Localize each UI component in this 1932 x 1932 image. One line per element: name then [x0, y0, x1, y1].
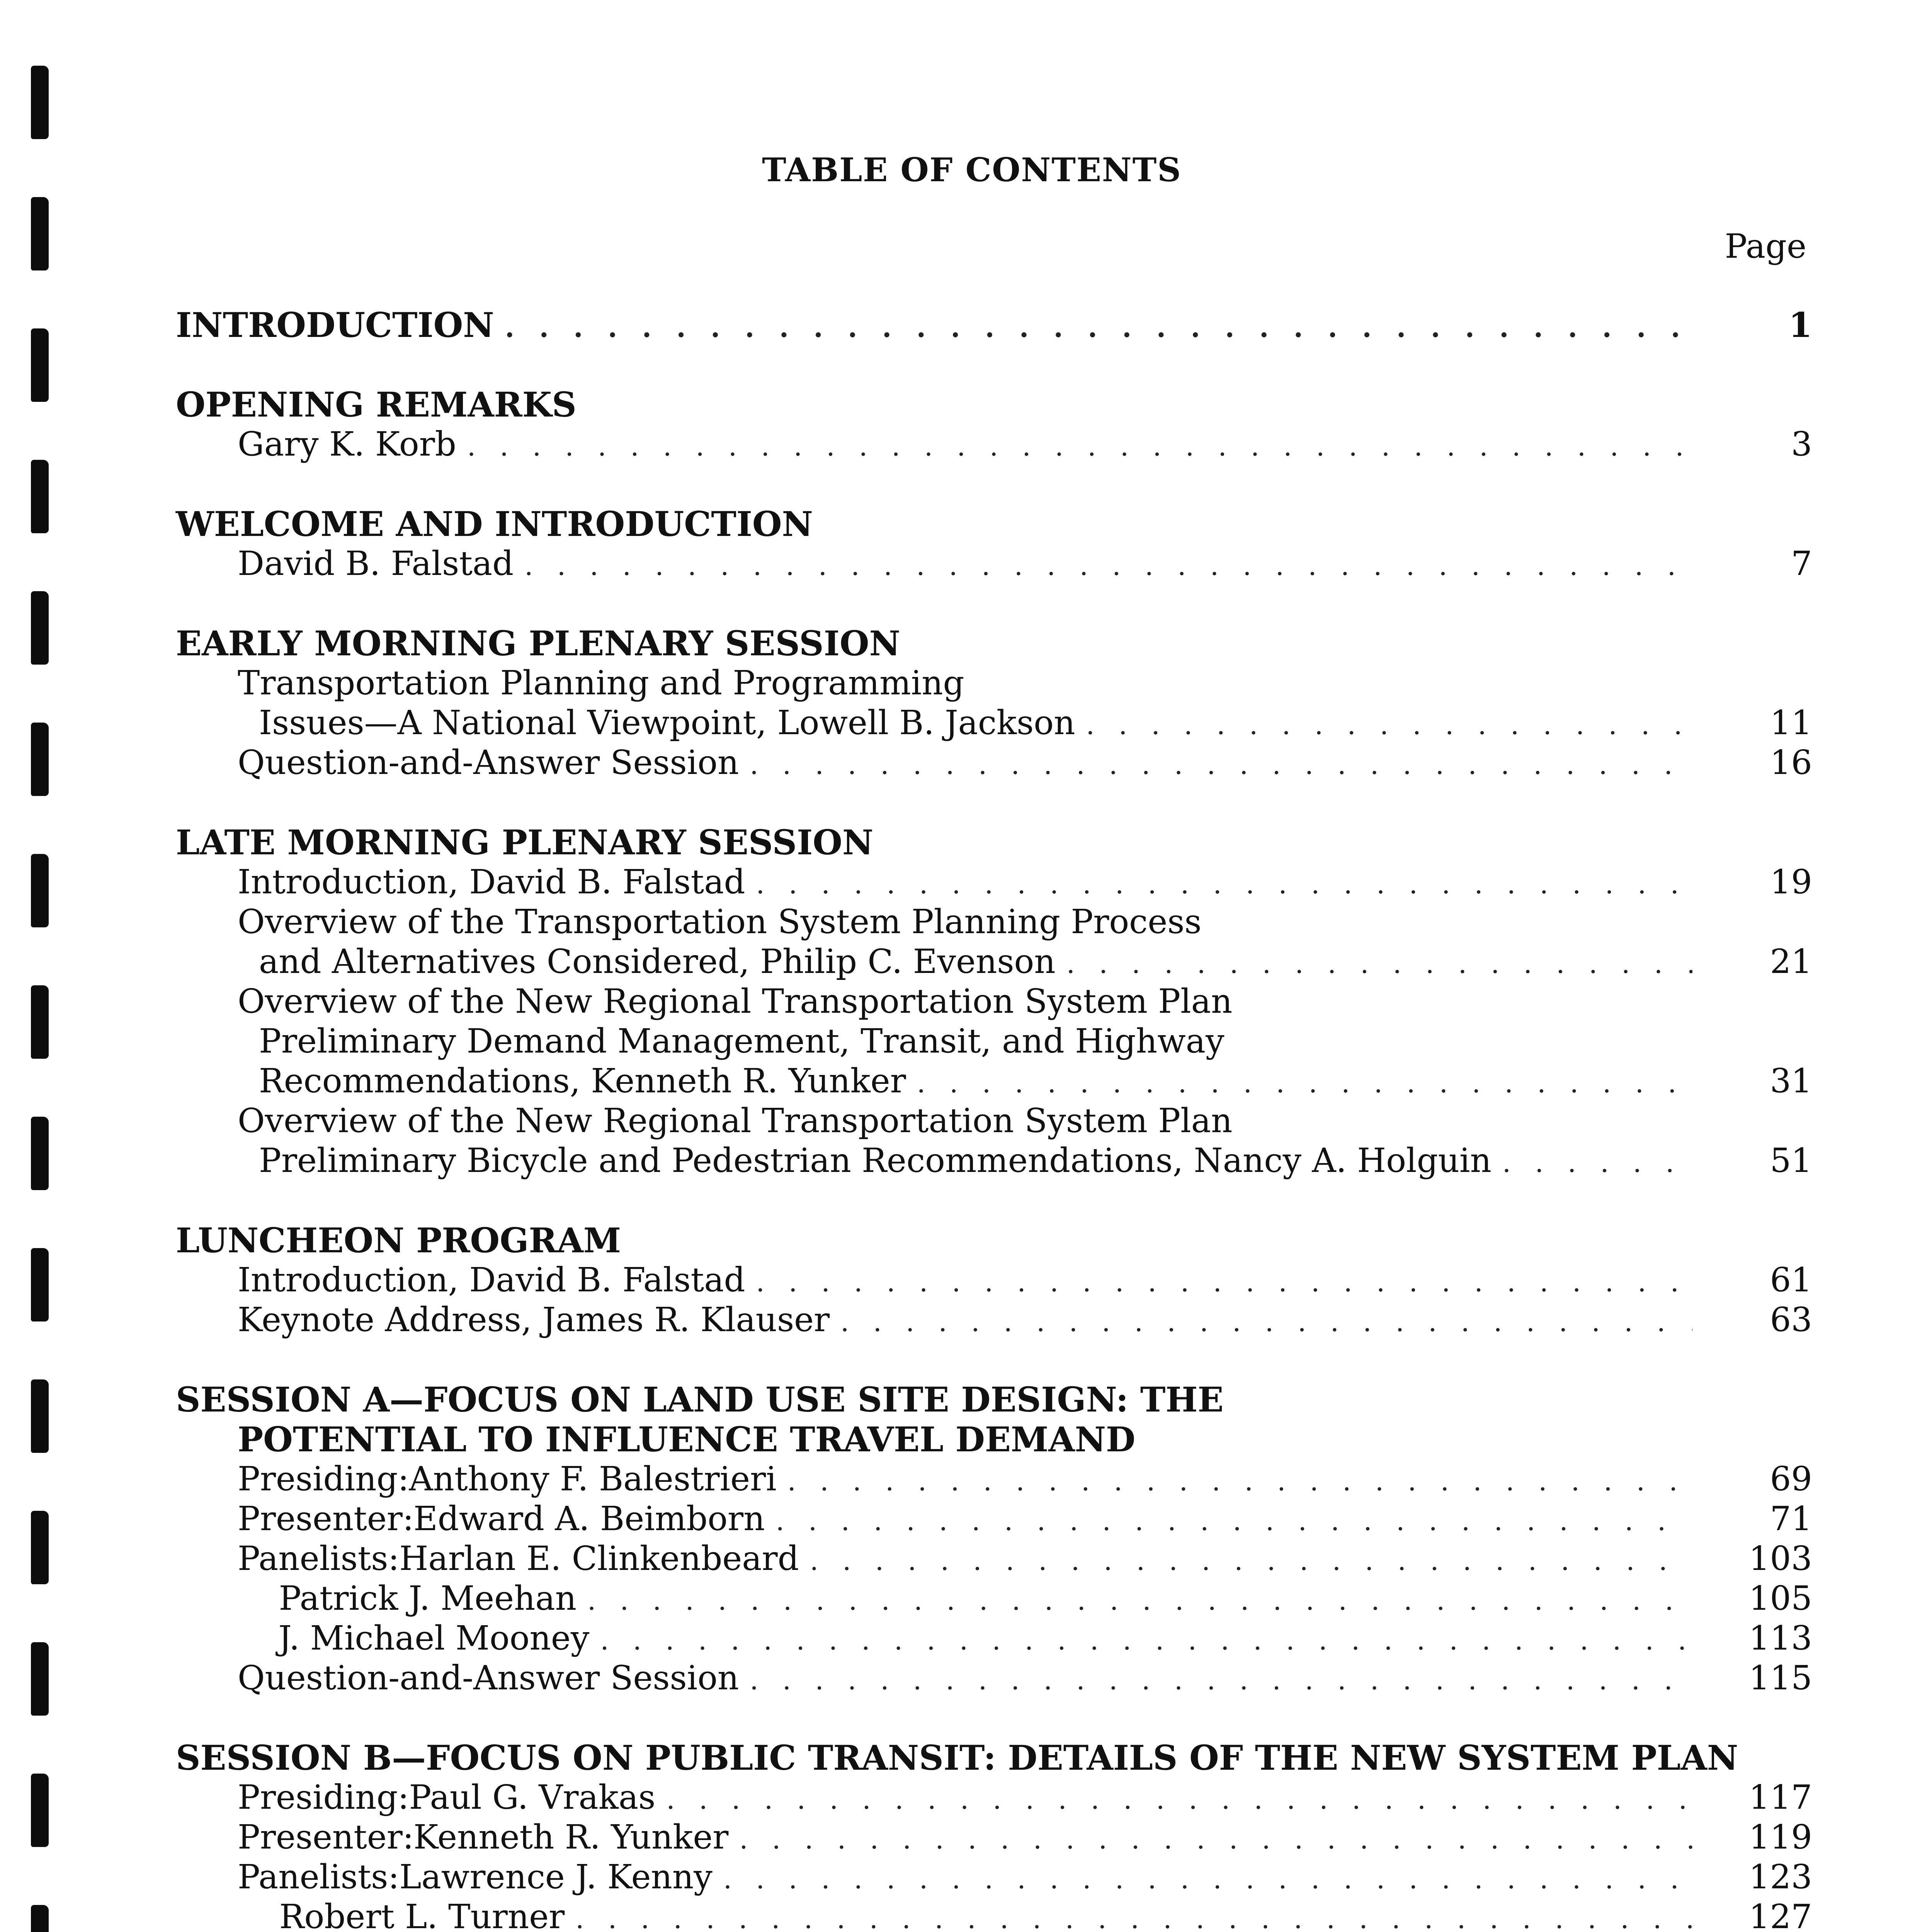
- toc-page-number: 1: [1788, 305, 1812, 345]
- dot-leader: [776, 1501, 1692, 1541]
- toc-entry-text: Preliminary Demand Management, Transit, and Highway: [259, 1022, 1225, 1061]
- toc-entry-text: Question-and-Answer Session: [238, 1659, 739, 1697]
- dot-leader: [810, 1541, 1692, 1581]
- dot-leader: [787, 1461, 1692, 1501]
- toc-page-number: 117: [1748, 1778, 1812, 1817]
- toc-entry-text: Patrick J. Meehan: [279, 1579, 577, 1618]
- binding-hole: [31, 1642, 49, 1716]
- toc-list: [176, 305, 1812, 1932]
- toc-page-number: 7: [1791, 544, 1812, 583]
- toc-entry[interactable]: [176, 1061, 1812, 1101]
- toc-entry-text: Lawrence J. Kenny: [399, 1858, 713, 1896]
- binding-hole: [31, 1774, 49, 1847]
- dot-leader: [1066, 944, 1692, 984]
- binding-hole: [31, 854, 49, 927]
- toc-page-number: 11: [1770, 704, 1812, 742]
- toc-entry[interactable]: [176, 1260, 1812, 1300]
- toc-entry[interactable]: [176, 425, 1812, 464]
- binding-hole: [31, 66, 49, 139]
- toc-entry-text: Keynote Address, James R. Klauser: [238, 1301, 830, 1339]
- dot-leader: [723, 1859, 1692, 1899]
- toc-entry[interactable]: [176, 1499, 1812, 1539]
- toc-page-number: 123: [1748, 1858, 1812, 1896]
- toc-entry[interactable]: [176, 1539, 1812, 1579]
- toc-heading-text: INTRODUCTION: [176, 305, 494, 345]
- binding-hole: [31, 1905, 49, 1932]
- toc-heading-text: LUNCHEON PROGRAM: [176, 1220, 621, 1260]
- dot-leader: [756, 864, 1692, 904]
- toc-page-number: 69: [1770, 1460, 1812, 1498]
- toc-page-number: 103: [1748, 1539, 1812, 1578]
- binding-hole: [31, 460, 49, 533]
- toc-entry[interactable]: [176, 1857, 1812, 1897]
- binding-hole: [31, 1117, 49, 1190]
- toc-page-number: 113: [1748, 1619, 1812, 1658]
- toc-page-number: 19: [1770, 863, 1812, 901]
- toc-entry-line: [176, 1101, 1812, 1141]
- dot-leader: [840, 1302, 1692, 1342]
- toc-page-number: 21: [1770, 942, 1812, 981]
- toc-heading-introduction[interactable]: [176, 305, 1812, 345]
- binding-hole: [31, 197, 49, 270]
- dot-leader: [739, 1820, 1692, 1859]
- toc-page-number: 119: [1748, 1818, 1812, 1857]
- toc-heading-text: LATE MORNING PLENARY SESSION: [176, 822, 874, 862]
- binding-hole: [31, 985, 49, 1059]
- toc-heading-session-b: [176, 1738, 1812, 1778]
- toc-role-label: Presenter:: [238, 1500, 414, 1538]
- binding-hole: [31, 1511, 49, 1584]
- toc-entry[interactable]: [176, 942, 1812, 982]
- toc-entry-text: and Alternatives Considered, Philip C. Evenson: [259, 942, 1056, 981]
- dot-leader: [917, 1063, 1692, 1103]
- toc-entry-text: Introduction, David B. Falstad: [238, 863, 745, 901]
- toc-entry[interactable]: [176, 862, 1812, 902]
- dot-leader: [1502, 1143, 1692, 1183]
- toc-entry-text: Robert L. Turner: [279, 1898, 565, 1932]
- binding-hole: [31, 328, 49, 402]
- toc-entry-text: Edward A. Beimborn: [413, 1500, 765, 1538]
- toc-entry-text: Overview of the New Regional Transportation System Plan: [238, 982, 1233, 1021]
- binding-strip: [0, 0, 100, 1932]
- toc-page-number: 105: [1748, 1579, 1812, 1618]
- toc-entry-line: [176, 663, 1812, 703]
- toc-heading-session-a-line2: [176, 1420, 1812, 1459]
- toc-entry[interactable]: [176, 743, 1812, 783]
- toc-page-number: 115: [1748, 1659, 1812, 1697]
- dot-leader: [505, 308, 1692, 347]
- toc-heading-text: OPENING REMARKS: [176, 384, 577, 425]
- toc-role-label: Panelists:: [238, 1858, 400, 1896]
- toc-entry-text: Gary K. Korb: [238, 425, 456, 464]
- toc-entry[interactable]: [176, 1619, 1812, 1658]
- toc-entry[interactable]: [176, 703, 1812, 743]
- toc-entry-text: Recommendations, Kenneth R. Yunker: [259, 1062, 906, 1100]
- toc-entry[interactable]: [176, 1141, 1812, 1181]
- toc-heading-late-morning: [176, 823, 1812, 862]
- binding-hole: [31, 1379, 49, 1453]
- toc-heading-text: SESSION A—FOCUS ON LAND USE SITE DESIGN: THE: [176, 1379, 1224, 1420]
- toc-entry-text: Overview of the Transportation System Planning Process: [238, 903, 1202, 941]
- toc-heading-text: SESSION B—FOCUS ON PUBLIC TRANSIT: DETAILS OF THE NEW SYSTEM PLAN: [176, 1738, 1738, 1778]
- dot-leader: [750, 1660, 1692, 1700]
- toc-heading-opening-remarks: [176, 385, 1812, 425]
- toc-entry[interactable]: [176, 544, 1812, 584]
- dot-leader: [1086, 705, 1692, 745]
- toc-heading-text: EARLY MORNING PLENARY SESSION: [176, 623, 900, 663]
- toc-entry-text: J. Michael Mooney: [278, 1619, 590, 1658]
- binding-hole: [31, 723, 49, 796]
- toc-entry[interactable]: [176, 1818, 1812, 1857]
- toc-entry-line: [176, 1022, 1812, 1061]
- dot-leader: [750, 745, 1692, 785]
- toc-heading-early-morning: [176, 624, 1812, 663]
- toc-entry-text: Harlan E. Clinkenbeard: [399, 1539, 799, 1578]
- toc-page-number: 51: [1770, 1141, 1812, 1180]
- toc-entry[interactable]: [176, 1658, 1812, 1698]
- page-column-label: Page: [1725, 227, 1806, 266]
- toc-entry-text: Overview of the New Regional Transportation System Plan: [238, 1102, 1233, 1140]
- dot-leader: [666, 1780, 1692, 1820]
- toc-entry-text: Anthony F. Balestrieri: [409, 1460, 777, 1498]
- toc-entry[interactable]: [176, 1897, 1812, 1932]
- dot-leader: [575, 1899, 1692, 1932]
- toc-entry-text: Preliminary Bicycle and Pedestrian Recommendations, Nancy A. Holguin: [259, 1141, 1492, 1180]
- toc-entry-text: Transportation Planning and Programming: [238, 664, 964, 702]
- toc-heading-text: WELCOME AND INTRODUCTION: [176, 504, 813, 544]
- toc-entry-text: Kenneth R. Yunker: [413, 1818, 729, 1857]
- toc-entry[interactable]: [176, 1459, 1812, 1499]
- toc-page-number: 71: [1770, 1500, 1812, 1538]
- toc-entry[interactable]: [176, 1579, 1812, 1619]
- toc-role-label: Panelists:: [238, 1539, 400, 1578]
- toc-entry-text: Introduction, David B. Falstad: [238, 1261, 745, 1299]
- dot-leader: [467, 427, 1692, 466]
- toc-entry[interactable]: [176, 1300, 1812, 1340]
- dot-leader: [600, 1621, 1692, 1660]
- toc-role-label: Presiding:: [238, 1778, 409, 1817]
- toc-entry-text: David B. Falstad: [238, 544, 514, 583]
- dot-leader: [587, 1581, 1692, 1621]
- toc-page-number: 16: [1770, 743, 1812, 782]
- toc-heading-luncheon: [176, 1221, 1812, 1260]
- toc-role-label: Presenter:: [238, 1818, 414, 1857]
- toc-entry-line: [176, 982, 1812, 1022]
- dot-leader: [756, 1262, 1692, 1302]
- toc-entry-line: [176, 902, 1812, 942]
- toc-heading-welcome: [176, 504, 1812, 544]
- toc-page-number: 31: [1770, 1062, 1812, 1100]
- toc-page-number: 3: [1791, 425, 1812, 464]
- toc-entry[interactable]: [176, 1778, 1812, 1818]
- page-title: TABLE OF CONTENTS: [762, 151, 1182, 189]
- toc-entry-text: Issues—A National Viewpoint, Lowell B. Jackson: [259, 704, 1075, 742]
- toc-entry-text: Paul G. Vrakas: [409, 1778, 656, 1817]
- toc-entry-text: Question-and-Answer Session: [238, 743, 739, 782]
- toc-heading-text: POTENTIAL TO INFLUENCE TRAVEL DEMAND: [238, 1419, 1136, 1459]
- toc-page-number: 127: [1748, 1898, 1812, 1932]
- binding-hole: [31, 591, 49, 665]
- toc-role-label: Presiding:: [238, 1460, 409, 1498]
- toc-page-number: 61: [1770, 1261, 1812, 1299]
- dot-leader: [524, 546, 1692, 586]
- binding-hole: [31, 1248, 49, 1321]
- toc-heading-session-a: [176, 1380, 1812, 1420]
- toc-page-number: 63: [1770, 1301, 1812, 1339]
